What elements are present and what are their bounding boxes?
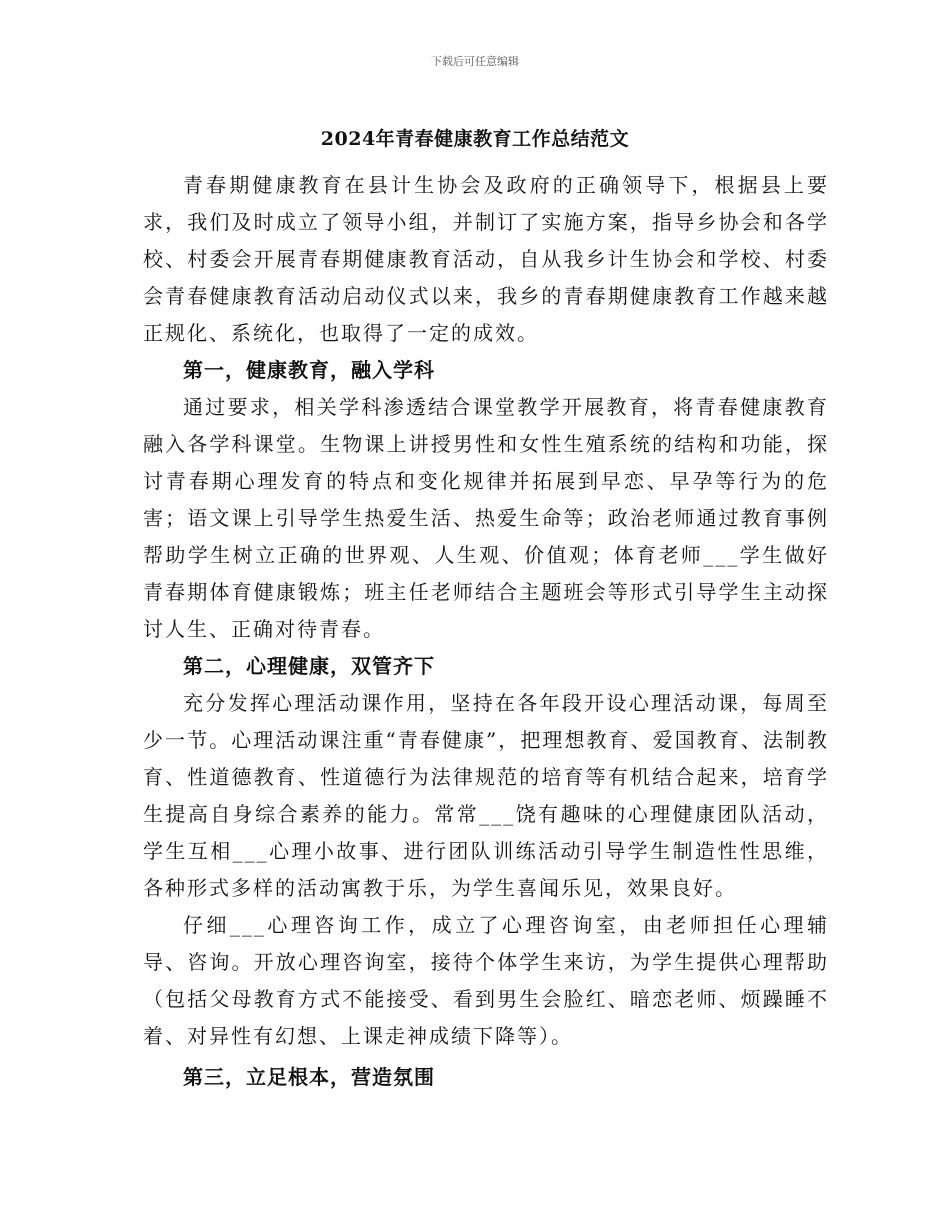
document-body bbox=[143, 167, 829, 1096]
intro-paragraph: 青春期健康教育在县计生协会及政府的正确领导下，根据县上要求，我们及时成立了领导小组，并制订了实施方案，指导乡协会和各学校、村委会开展青春期健康教育活动，自从我乡计生协会和学校、村委会青春健康教育活动启动仪式以来，我乡的青春期健康教育工作越来越正规化、系统化，也取得了一定的成效。 bbox=[143, 173, 829, 345]
section-heading-3: 第三，立足根本，营造氛围 bbox=[183, 1065, 435, 1089]
section-2-paragraph-1: 充分发挥心理活动课作用，坚持在各年段开设心理活动课，每周至少一节。心理活动课注重“青春健康”，把理想教育、爱国教育、法制教育、性道德教育、性道德行为法律规范的培育等有机结合起来，培育学生提高自身综合素养的能力。常常___饶有趣味的心理健康团队活动，学生互相___心理小故事、进行团队训练活动引导学生制造性性思维，各种形式多样的活动寓教于乐，为学生喜闻乐见，效果良好。 bbox=[143, 691, 829, 900]
section-1-paragraph: 通过要求，相关学科渗透结合课堂教学开展教育，将青春健康教育融入各学科课堂。生物课上讲授男性和女性生殖系统的结构和功能，探讨青春期心理发育的特点和变化规律并拓展到早恋、早孕等行为的危害；语文课上引导学生热爱生活、热爱生命等；政治老师通过教育事例帮助学生树立正确的世界观、人生观、价值观；体育老师___学生做好青春期体育健康锻炼；班主任老师结合主题班会等形式引导学生主动探讨人生、正确对待青春。 bbox=[143, 395, 829, 641]
page-header-note: 下载后可任意编辑 bbox=[431, 55, 519, 68]
document-title: 2024年青春健康教育工作总结范文 bbox=[320, 128, 630, 150]
section-heading-1: 第一，健康教育，融入学科 bbox=[183, 358, 435, 382]
section-heading-2: 第二，心理健康，双管齐下 bbox=[183, 654, 435, 678]
section-2-paragraph-2: 仔细___心理咨询工作，成立了心理咨询室，由老师担任心理辅导、咨询。开放心理咨询室，接待个体学生来访，为学生提供心理帮助（包括父母教育方式不能接受、看到男生会脸红、暗恋老师、烦躁睡不着、对异性有幻想、上课走神成绩下降等）。 bbox=[143, 913, 829, 1048]
